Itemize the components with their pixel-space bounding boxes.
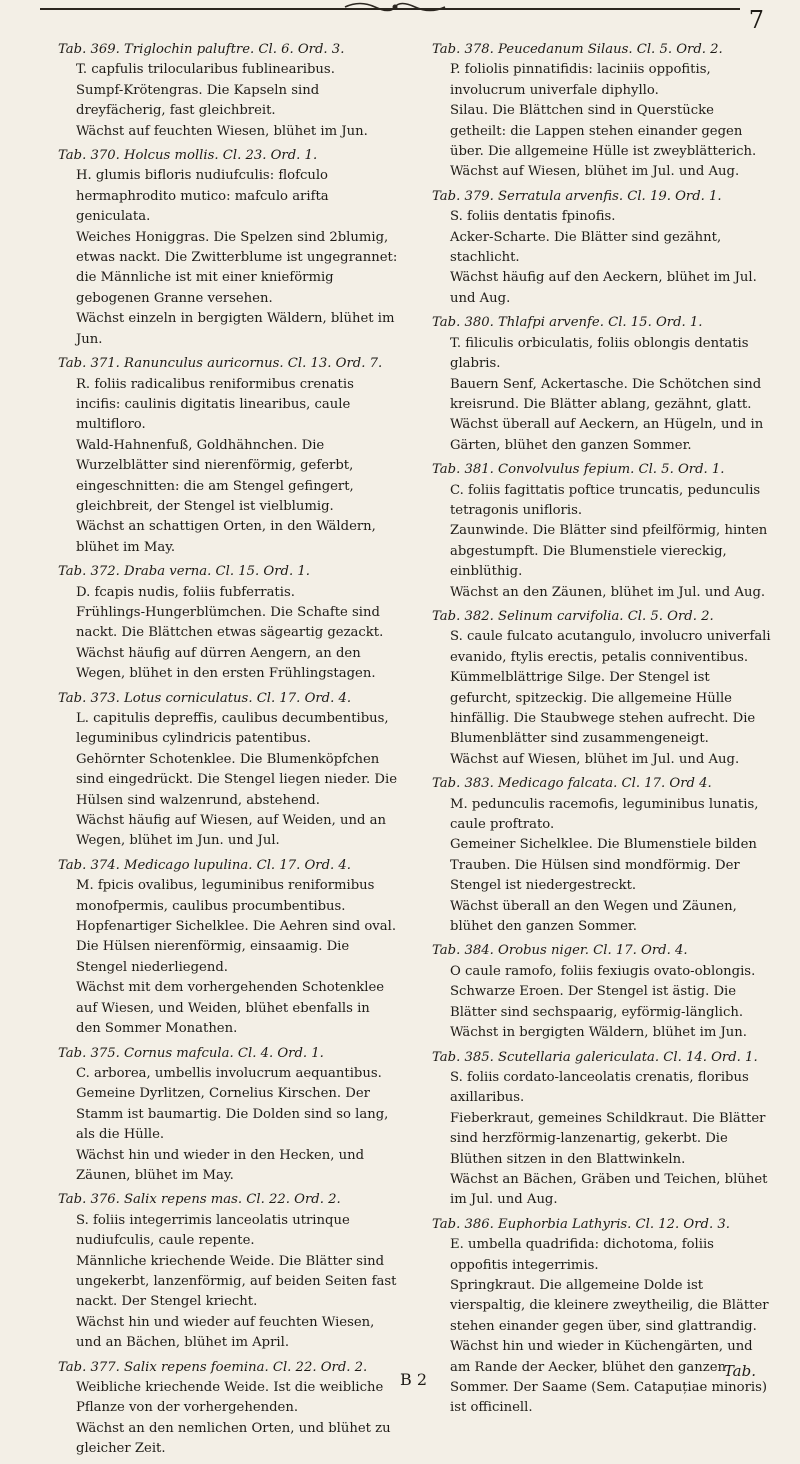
latin-description: S. foliis cordato-lanceolatis crenatis, floribus axillaribus. bbox=[450, 1069, 749, 1106]
plant-entry bbox=[58, 1358, 398, 1460]
entry-heading: Tab. 382. Selinum carvifolia. Cl. 5. Ord. 2. bbox=[432, 608, 714, 624]
habitat-text: Wächst mit dem vorhergehenden Schotenklee auf Wiesen, und Weiden, blühet ebenfalls in den Sommer Monathen. bbox=[76, 980, 385, 1037]
entry-heading: Tab. 383. Medicago falcata. Cl. 17. Ord 4. bbox=[432, 776, 712, 792]
latin-description: Weibliche kriechende Weide. Ist die weibliche Pflanze von der vorhergehenden. bbox=[76, 1380, 384, 1416]
latin-description: C. arborea, umbellis involucrum aequantibus. bbox=[76, 1065, 382, 1081]
latin-description: S. caule fulcato acutangulo, involucro univerfali evanido, ftylis erectis, petalis conniventibus. bbox=[450, 629, 771, 665]
right-column bbox=[432, 40, 772, 1423]
latin-description: M. fpicis ovalibus, leguminibus reniformibus monofpermis, caulibus procumbentibus. bbox=[76, 878, 375, 914]
entry-heading: Tab. 372. Draba verna. Cl. 15. Ord. 1. bbox=[58, 564, 310, 580]
habitat-text: Wächst auf Wiesen, blühet im Jul. und Aug. bbox=[450, 751, 740, 767]
german-description: Gemeine Dyrlitzen, Cornelius Kirschen. Der Stamm ist baumartig. Die Dolden sind so lang, als die Hülle. bbox=[76, 1086, 389, 1143]
entry-heading: Tab. 375. Cornus mafcula. Cl. 4. Ord. 1. bbox=[58, 1045, 324, 1061]
german-description: Schwarze Eroen. Der Stengel ist ästig. Die Blätter sind sechspaarig, eyförmig-länglich. bbox=[450, 984, 744, 1020]
german-description: Bauern Senf, Ackertasche. Die Schötchen sind kreisrund. Die Blätter ablang, gezähnt, glatt. bbox=[450, 376, 762, 412]
german-description: Zaunwinde. Die Blätter sind pfeilförmig, hinten abgestumpft. Die Blumenstiele viereckig, einblüthig. bbox=[450, 523, 768, 580]
habitat-text: Wächst häufig auf dürren Aengern, an den Wegen, blühet in den ersten Frühlingstagen. bbox=[76, 645, 376, 682]
latin-description: D. fcapis nudis, foliis fubferratis. bbox=[76, 584, 295, 600]
habitat-text: Wächst in bergigten Wäldern, blühet im Jun. bbox=[450, 1025, 747, 1041]
signature-mark: B 2 bbox=[400, 1370, 428, 1389]
habitat-text: Wächst häufig auf Wiesen, auf Weiden, und an Wegen, blühet im Jun. und Jul. bbox=[76, 813, 386, 849]
latin-description: H. glumis bifloris nudiufculis: flofculo hermaphrodito mutico: mafculo arifta geniculata. bbox=[76, 168, 329, 225]
habitat-text: Wächst überall auf Aeckern, an Hügeln, und in Gärten, blühet den ganzen Sommer. bbox=[450, 417, 764, 453]
left-column bbox=[58, 40, 398, 1464]
latin-description: S. foliis integerrimis lanceolatis utrinque nudiufculis, caule repente. bbox=[76, 1212, 350, 1249]
latin-description: M. pedunculis racemofis, leguminibus lunatis, caule proftrato. bbox=[450, 796, 759, 833]
latin-description: E. umbella quadrifida: dichotoma, foliis oppofitis integerrimis. bbox=[450, 1237, 714, 1273]
habitat-text: Wächst überall an den Wegen und Zäunen, blühet den ganzen Sommer. bbox=[450, 898, 737, 935]
habitat-text: Wächst an den Zäunen, blühet im Jul. und Aug. bbox=[450, 584, 766, 600]
latin-description: P. foliolis pinnatifidis: laciniis oppofitis, involucrum univerfale diphyllo. bbox=[450, 62, 711, 98]
plant-entry bbox=[58, 146, 398, 350]
entry-heading: Tab. 376. Salix repens mas. Cl. 22. Ord. 2. bbox=[58, 1192, 341, 1208]
entry-heading: Tab. 371. Ranunculus auricornus. Cl. 13. Ord. 7. bbox=[58, 356, 383, 372]
latin-description: S. foliis dentatis fpinofis. bbox=[450, 209, 616, 225]
latin-description: R. foliis radicalibus reniformibus crenatis incifis: caulinis digitatis linearibus, caule multifloro. bbox=[76, 376, 354, 433]
entry-heading: Tab. 379. Serratula arvenfis. Cl. 19. Ord. 1. bbox=[432, 188, 722, 204]
latin-description: T. capfulis trilocularibus fublinearibus. bbox=[76, 62, 335, 78]
plant-entry bbox=[432, 774, 772, 937]
plant-entry bbox=[58, 354, 398, 558]
latin-description: C. foliis fagittatis poftice truncatis, pedunculis tetragonis unifloris. bbox=[450, 482, 761, 518]
entry-heading: Tab. 380. Thlafpi arvenfe. Cl. 15. Ord. 1. bbox=[432, 315, 703, 331]
ornament-icon bbox=[340, 0, 450, 14]
habitat-text: Wächst hin und wieder auf feuchten Wiesen, und an Bächen, blühet im April. bbox=[76, 1314, 375, 1351]
plant-entry bbox=[58, 1044, 398, 1187]
latin-description: O caule ramofo, foliis fexiugis ovato-oblongis. bbox=[450, 963, 756, 979]
german-description: Sumpf-Krötengras. Die Kapseln sind dreyfächerig, fast gleichbreit. bbox=[76, 82, 320, 119]
entry-heading: Tab. 381. Convolvulus fepium. Cl. 5. Ord. 1. bbox=[432, 462, 725, 478]
habitat-text: Wächst hin und wieder in Küchengärten, und am Rande der Aecker, blühet den ganzen Sommer. Der Saame (Sem. Catapuțiae minoris) ist officinell. bbox=[450, 1339, 768, 1416]
german-description: Gehörnter Schotenklee. Die Blumenköpfchen sind eingedrückt. Die Stengel liegen nieder. Die Hülsen sind walzenrund, abstehend. bbox=[76, 751, 398, 808]
catchword: Tab. bbox=[723, 1362, 756, 1380]
habitat-text: Wächst auf feuchten Wiesen, blühet im Jun. bbox=[76, 123, 368, 139]
plant-entry bbox=[58, 1190, 398, 1353]
german-description: Springkraut. Die allgemeine Dolde ist vierspaltig, die kleinere zweytheilig, die Blätter stehen einander gegen über, sind glattrandig. bbox=[450, 1277, 769, 1334]
page-number: 7 bbox=[748, 6, 764, 34]
german-description: Silau. Die Blättchen sind in Querstücke getheilt: die Lappen stehen einander gegen über. Die allgemeine Hülle ist zweyblätterich. bbox=[450, 103, 757, 160]
plant-entry bbox=[432, 1215, 772, 1419]
plant-entry bbox=[58, 40, 398, 142]
german-description: Männliche kriechende Weide. Die Blätter sind ungekerbt, lanzenförmig, auf beiden Seiten fast nackt. Der Stengel kriecht. bbox=[76, 1253, 397, 1310]
plant-entry bbox=[432, 1048, 772, 1211]
plant-entry bbox=[432, 941, 772, 1043]
habitat-text: Wächst hin und wieder in den Hecken, und Zäunen, blühet im May. bbox=[76, 1147, 365, 1183]
habitat-text: Wächst häufig auf den Aeckern, blühet im Jul. und Aug. bbox=[450, 270, 757, 306]
header-ornament bbox=[340, 0, 450, 14]
german-description: Kümmelblättrige Silge. Der Stengel ist gefurcht, spitzeckig. Die allgemeine Hülle hinfällig. Die Staubwege stehen aufrecht. Die Blumenblätter sind zusammengeneigt. bbox=[450, 670, 756, 747]
entry-heading: Tab. 374. Medicago lupulina. Cl. 17. Ord. 4. bbox=[58, 857, 352, 873]
plant-entry bbox=[58, 856, 398, 1040]
entry-heading: Tab. 378. Peucedanum Silaus. Cl. 5. Ord. 2. bbox=[432, 42, 723, 57]
german-description: Acker-Scharte. Die Blätter sind gezähnt, stachlicht. bbox=[450, 229, 722, 266]
habitat-text: Wächst an den nemlichen Orten, und blühet zu gleicher Zeit. bbox=[76, 1420, 391, 1457]
entry-heading: Tab. 370. Holcus mollis. Cl. 23. Ord. 1. bbox=[58, 148, 318, 164]
german-description: Fieberkraut, gemeines Schildkraut. Die Blätter sind herzförmig-lanzenartig, gekerbt. Die Blüthen sitzen in den Blattwinkeln. bbox=[450, 1110, 766, 1167]
habitat-text: Wächst einzeln in bergigten Wäldern, blühet im Jun. bbox=[76, 311, 395, 347]
plant-entry bbox=[432, 313, 772, 456]
german-description: Gemeiner Sichelklee. Die Blumenstiele bilden Trauben. Die Hülsen sind mondförmig. Der Stengel ist niedergestreckt. bbox=[450, 837, 757, 894]
plant-entry bbox=[58, 689, 398, 852]
entry-heading: Tab. 385. Scutellaria galericulata. Cl. 14. Ord. 1. bbox=[432, 1049, 758, 1065]
entry-heading: Tab. 386. Euphorbia Lathyris. Cl. 12. Ord. 3. bbox=[432, 1216, 730, 1232]
plant-entry bbox=[432, 607, 772, 770]
habitat-text: Wächst auf Wiesen, blühet im Jul. und Aug. bbox=[450, 164, 740, 180]
german-description: Frühlings-Hungerblümchen. Die Schafte sind nackt. Die Blättchen etwas sägeartig gezackt. bbox=[76, 604, 384, 641]
plant-entry bbox=[58, 562, 398, 684]
entry-heading: Tab. 384. Orobus niger. Cl. 17. Ord. 4. bbox=[432, 943, 688, 959]
latin-description: L. capitulis depreffis, caulibus decumbentibus, leguminibus cylindricis patentibus. bbox=[76, 711, 389, 747]
entry-heading: Tab. 373. Lotus corniculatus. Cl. 17. Ord. 4. bbox=[58, 690, 352, 706]
habitat-text: Wächst an schattigen Orten, in den Wäldern, blühet im May. bbox=[76, 519, 376, 555]
plant-entry bbox=[432, 460, 772, 603]
latin-description: T. filiculis orbiculatis, foliis oblongis dentatis glabris. bbox=[450, 335, 749, 372]
german-description: Weiches Honiggras. Die Spelzen sind 2blumig, etwas nackt. Die Zwitterblume ist ungegrannet: die Männliche ist mit einer knieförmig gebogenen Granne versehen. bbox=[76, 229, 398, 306]
german-description: Hopfenartiger Sichelklee. Die Aehren sind oval. Die Hülsen nierenförmig, einsaamig. Die Stengel niederliegend. bbox=[76, 919, 397, 975]
entry-heading: Tab. 369. Triglochin paluftre. Cl. 6. Ord. 3. bbox=[58, 42, 345, 57]
entry-heading: Tab. 377. Salix repens foemina. Cl. 22. Ord. 2. bbox=[58, 1359, 368, 1375]
plant-entry bbox=[432, 40, 772, 183]
habitat-text: Wächst an Bächen, Gräben und Teichen, blühet im Jul. und Aug. bbox=[450, 1171, 768, 1208]
plant-entry bbox=[432, 187, 772, 309]
german-description: Wald-Hahnenfuß, Goldhähnchen. Die Wurzelblätter sind nierenförmig, geferbt, eingeschnitten: die am Stengel gefingert, gleichbreit, der Stengel ist vielblumig. bbox=[76, 437, 354, 514]
